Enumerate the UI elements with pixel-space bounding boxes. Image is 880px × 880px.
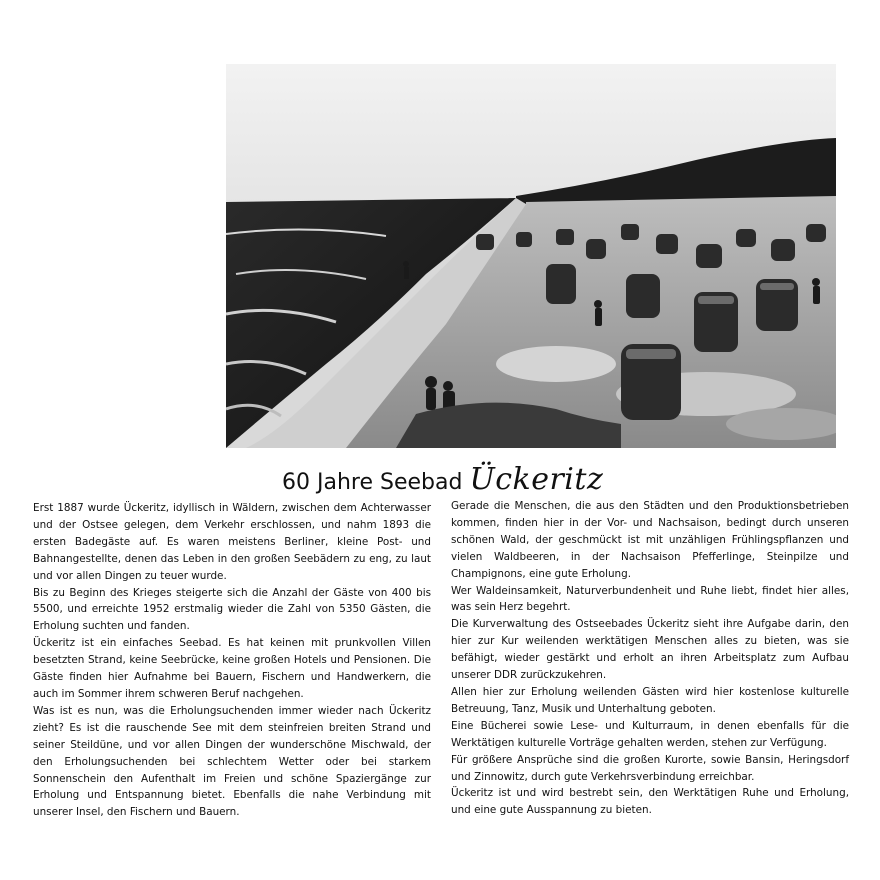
beach-photo <box>226 64 836 448</box>
beach-photo-drawing <box>226 64 836 448</box>
paragraph: Erst 1887 wurde Ückeritz, idyllisch in Wäldern, zwischen dem Achterwasser und der Ostsee gelegen, dem Verkehr erschlossen, und nahm 1893 die ersten Badegäste auf. Es waren meistens Berliner, kleine Post- und Bahnangestellte, denen das Leben in den großen Seebädern zu eng, zu laut und vor allen Dingen zu teuer wurde. <box>33 502 431 582</box>
paragraph: Gerade die Menschen, die aus den Städten und den Produktionsbetrieben kommen, finden hier in der Vor- und Nachsaison, bedingt durch unseren schönen Wald, der geschmückt ist mit unzähligen Frühlingspflanzen und vielen Waldbeeren, in der Nachsaison Pfefferlinge, Steinpilze und Champignons, eine gute Erholung. <box>451 500 849 580</box>
text-column-right <box>451 498 849 819</box>
paragraph: Wer Waldeinsamkeit, Naturverbundenheit und Ruhe liebt, findet hier alles, was sein Herz begehrt. <box>451 584 849 614</box>
paragraph: Bis zu Beginn des Krieges steigerte sich die Anzahl der Gäste von 400 bis 5500, und erreichte 1952 erstmalig wieder die Zahl von 5350 Gästen, die Erholung suchten und fanden. <box>33 586 431 633</box>
paragraph: Was ist es nun, was die Erholungsuchenden immer wieder nach Ückeritz zieht? Es ist die rauschende See mit dem steinfreien breiten Strand und seiner Steildüne, und vor allen Dingen der wunderschöne Mischwald, der den Erholungsuchenden bei schlechtem Wetter oder bei starkem Sonnenschein den Aufenthalt im Freien und schöne Spaziergänge zur Erholung und Entspannung bietet. Ebenfalls die nahe Verbindung mit unserer Insel, den Fischern und Bauern. <box>33 704 431 819</box>
article-title <box>282 460 702 500</box>
paragraph: Ückeritz ist ein einfaches Seebad. Es hat keinen mit prunkvollen Villen besetzten Strand, keine Seebrücke, keine großen Hotels und Pensionen. Die Gäste finden hier Aufnahme bei Bauern, Fischern und Handwerkern, die auch im Sommer ihrem schweren Beruf nachgehen. <box>33 637 431 700</box>
paragraph: Ückeritz ist und wird bestrebt sein, den Werktätigen Ruhe und Erholung, und eine gute Ausspannung zu bieten. <box>451 787 849 817</box>
text-column-left <box>33 500 431 821</box>
title-prefix: 60 Jahre Seebad <box>282 470 463 495</box>
title-place-name: Ückeritz <box>469 462 604 497</box>
paragraph: Allen hier zur Erholung weilenden Gästen wird hier kostenlose kulturelle Betreuung, Tanz, Musik und Unterhaltung geboten. <box>451 685 849 715</box>
paragraph: Eine Bücherei sowie Lese- und Kulturraum, in denen ebenfalls für die Werktätigen kulturelle Vorträge gehalten werden, stehen zur Verfügung. <box>451 719 849 749</box>
paragraph: Für größere Ansprüche sind die großen Kurorte, sowie Bansin, Heringsdorf und Zinnowitz, durch gute Verkehrsverbindung erreichbar. <box>451 753 849 783</box>
paragraph: Die Kurverwaltung des Ostseebades Ückeritz sieht ihre Aufgabe darin, den hier zur Kur weilenden werktätigen Menschen alles zu bieten, was sie befähigt, wieder gestärkt und erholt an ihren Arbeitsplatz zum Aufbau unserer DDR zurückzukehren. <box>451 618 849 682</box>
